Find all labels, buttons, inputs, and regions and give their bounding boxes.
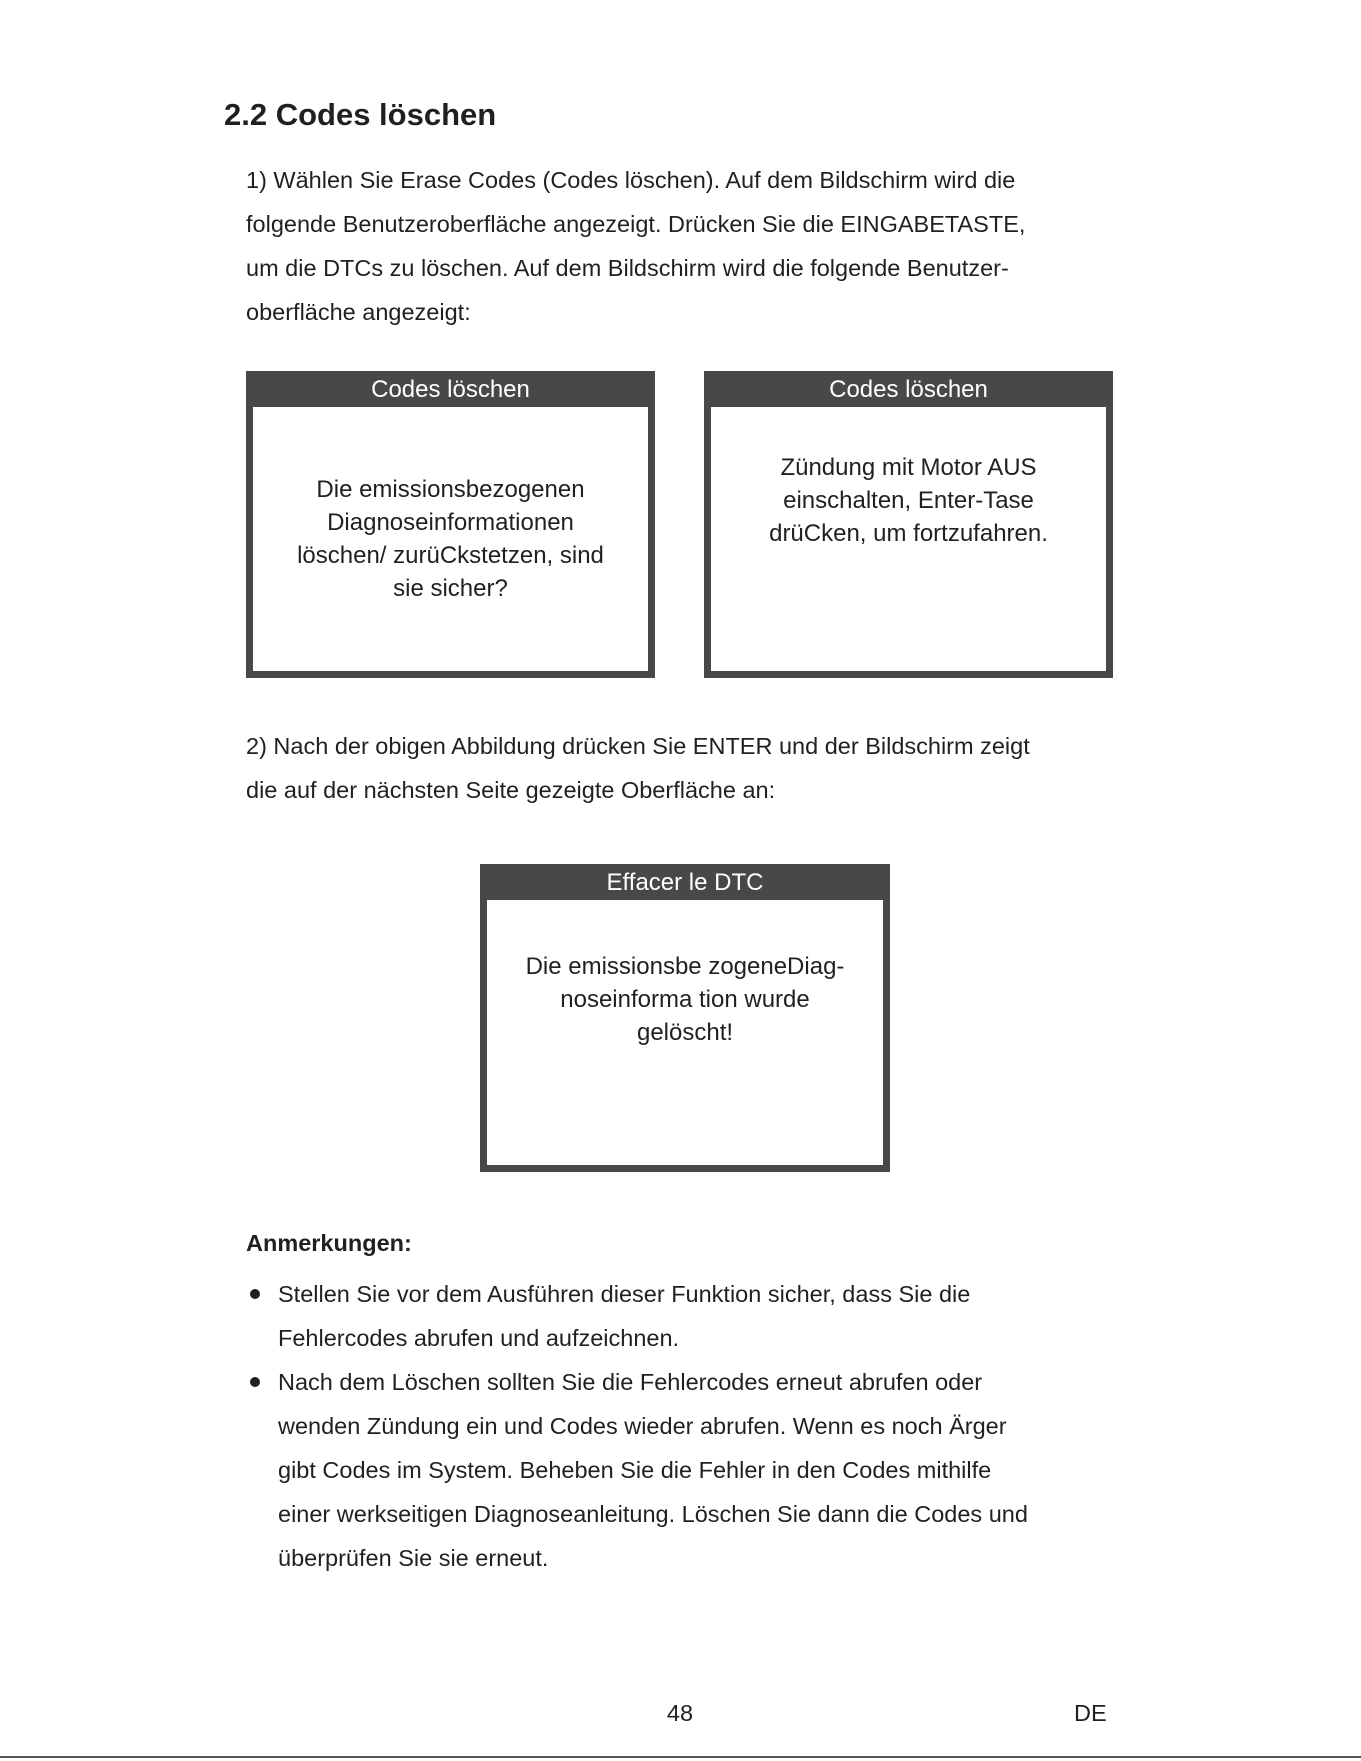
- note-item: [246, 1272, 1126, 1360]
- bullet-icon: [250, 1377, 260, 1387]
- step-1-line: folgende Benutzeroberfläche angezeigt. Drücken Sie die EINGABETASTE,: [246, 211, 1026, 237]
- step-2-line: 2) Nach der obigen Abbildung drücken Sie ENTER und der Bildschirm zeigt: [246, 733, 1030, 759]
- notes-list: [246, 1272, 1126, 1580]
- screen-message-line: sie sicher?: [393, 575, 508, 602]
- screen-message-line: noseinforma tion wurde: [560, 986, 810, 1013]
- screen-message-line: Zündung mit Motor AUS: [780, 454, 1037, 481]
- screen-title: Codes löschen: [829, 376, 988, 403]
- screen-message-line: drüCken, um fortzufahren.: [769, 520, 1048, 547]
- confirm-erase-screen: [246, 371, 655, 678]
- screen-body: [253, 407, 648, 671]
- screen-message-line: Die emissionsbe zogeneDiag-: [525, 953, 845, 980]
- screen-message-line: löschen/ zurüCkstetzen, sind: [297, 542, 604, 569]
- ignition-on-screen: [704, 371, 1113, 678]
- note-line: gibt Codes im System. Beheben Sie die Fehler in den Codes mithilfe: [278, 1457, 992, 1483]
- note-item: [246, 1360, 1126, 1580]
- page-number: 48: [666, 1700, 694, 1726]
- screen-body: [711, 407, 1106, 671]
- screen-body: [487, 900, 883, 1165]
- step-1-line: oberfläche angezeigt:: [246, 299, 471, 325]
- note-line: Stellen Sie vor dem Ausführen dieser Funktion sicher, dass Sie die: [278, 1281, 971, 1307]
- notes-heading: Anmerkungen:: [246, 1230, 412, 1256]
- step-1-line: 1) Wählen Sie Erase Codes (Codes löschen). Auf dem Bildschirm wird die: [246, 167, 1016, 193]
- screen-message: [297, 473, 604, 605]
- screen-title: Effacer le DTC: [606, 869, 764, 896]
- screen-message: [769, 451, 1048, 550]
- section-title: 2.2 Codes löschen: [224, 97, 497, 132]
- step-1-paragraph: [246, 158, 1106, 334]
- step-1-line: um die DTCs zu löschen. Auf dem Bildschirm wird die folgende Benutzer-: [246, 255, 1009, 281]
- note-line: Fehlercodes abrufen und aufzeichnen.: [278, 1325, 680, 1351]
- language-code: DE: [1074, 1700, 1107, 1726]
- screen-message-line: Die emissionsbezogenen: [316, 476, 585, 503]
- screen-message-line: einschalten, Enter-Tase: [783, 487, 1034, 514]
- bullet-icon: [250, 1289, 260, 1299]
- screen-message-line: Diagnoseinformationen: [327, 509, 574, 536]
- screen-message-line: gelöscht!: [636, 1019, 734, 1046]
- step-2-line: die auf der nächsten Seite gezeigte Oberfläche an:: [246, 777, 776, 803]
- bottom-divider: [0, 1756, 1361, 1758]
- step-2-paragraph: [246, 724, 1106, 812]
- codes-erased-screen: [480, 864, 890, 1172]
- note-line: einer werkseitigen Diagnoseanleitung. Löschen Sie dann die Codes und: [278, 1501, 1028, 1527]
- screen-title: Codes löschen: [371, 376, 530, 403]
- note-line: wenden Zündung ein und Codes wieder abrufen. Wenn es noch Ärger: [278, 1413, 1007, 1439]
- note-line: Nach dem Löschen sollten Sie die Fehlercodes erneut abrufen oder: [278, 1369, 983, 1395]
- screen-message: [526, 950, 845, 1049]
- note-line: überprüfen Sie sie erneut.: [278, 1545, 549, 1571]
